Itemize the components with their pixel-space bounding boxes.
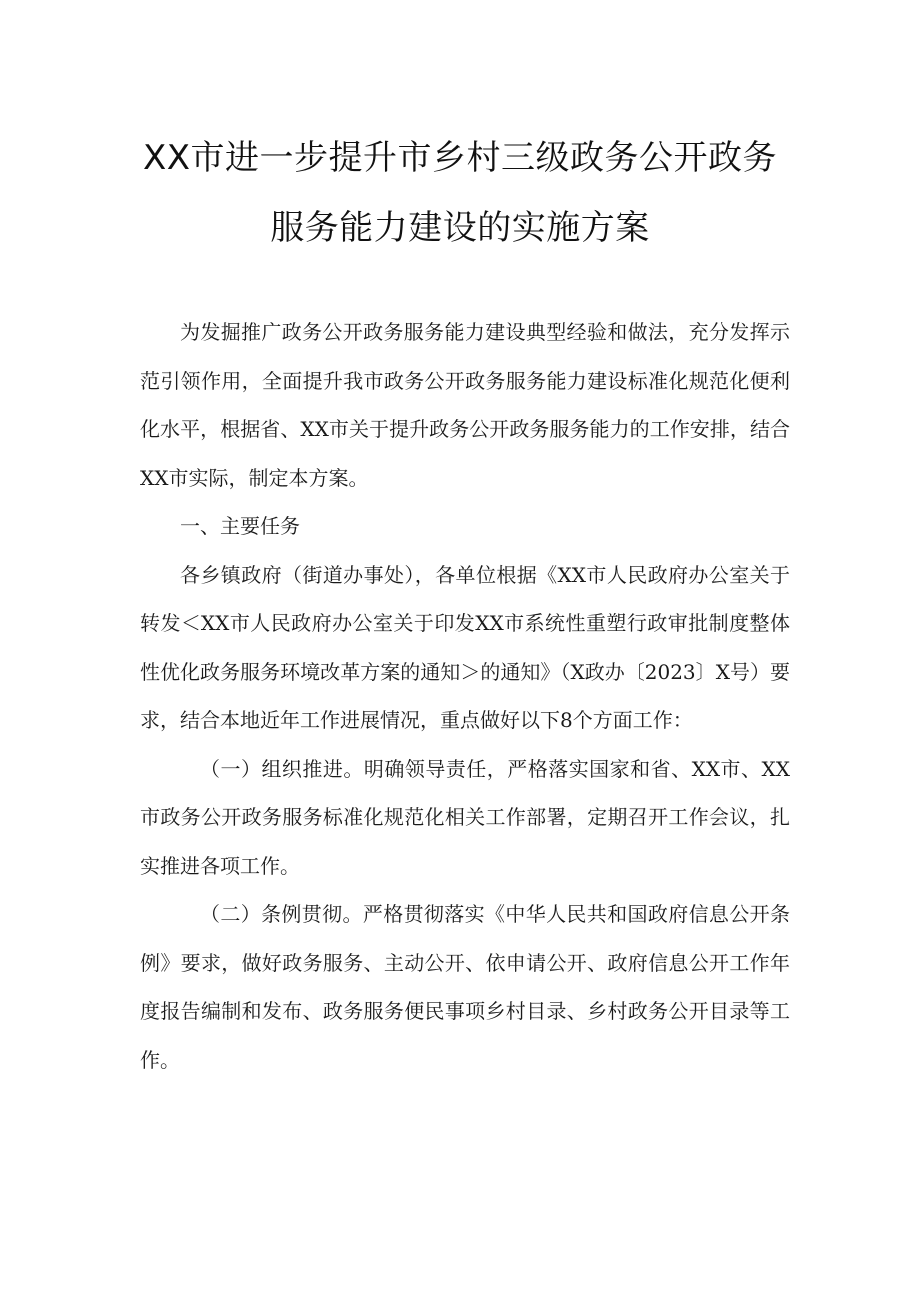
intro-paragraph: 为发掘推广政务公开政务服务能力建设典型经验和做法，充分发挥示范引领作用，全面提升我市政务公开政务服务能力建设标准化规范化便利化水平，根据省、XX市关于提升政务公开政务服务能力的工作安排，结合XX市实际，制定本方案。 xyxy=(140,320,790,490)
section-heading-main-tasks: 一、主要任务 xyxy=(180,514,300,538)
requirements-paragraph: 各乡镇政府（街道办事处），各单位根据《XX市人民政府办公室关于转发＜XX市人民政府办公室关于印发XX市系统性重塑行政审批制度整体性优化政务服务环境改革方案的通知＞的通知》（X政办〔2023〕X号）要求，结合本地近年工作进展情况，重点做好以下8个方面工作： xyxy=(140,562,790,732)
document-title-line-1: XX市进一步提升市乡村三级政务公开政务 xyxy=(142,138,778,178)
task-item-1-paragraph: （一）组织推进。明确领导责任，严格落实国家和省、XX市、XX市政务公开政务服务标准化规范化相关工作部署，定期召开工作会议，扎实推进各项工作。 xyxy=(140,756,790,878)
document-title-line-2: 服务能力建设的实施方案 xyxy=(270,208,650,248)
document-body xyxy=(140,308,790,1084)
task-item-2-paragraph: （二）条例贯彻。严格贯彻落实《中华人民共和国政府信息公开条例》要求，做好政务服务、主动公开、依申请公开、政府信息公开工作年度报告编制和发布、政务服务便民事项乡村目录、乡村政务公开目录等工作。 xyxy=(140,902,790,1072)
